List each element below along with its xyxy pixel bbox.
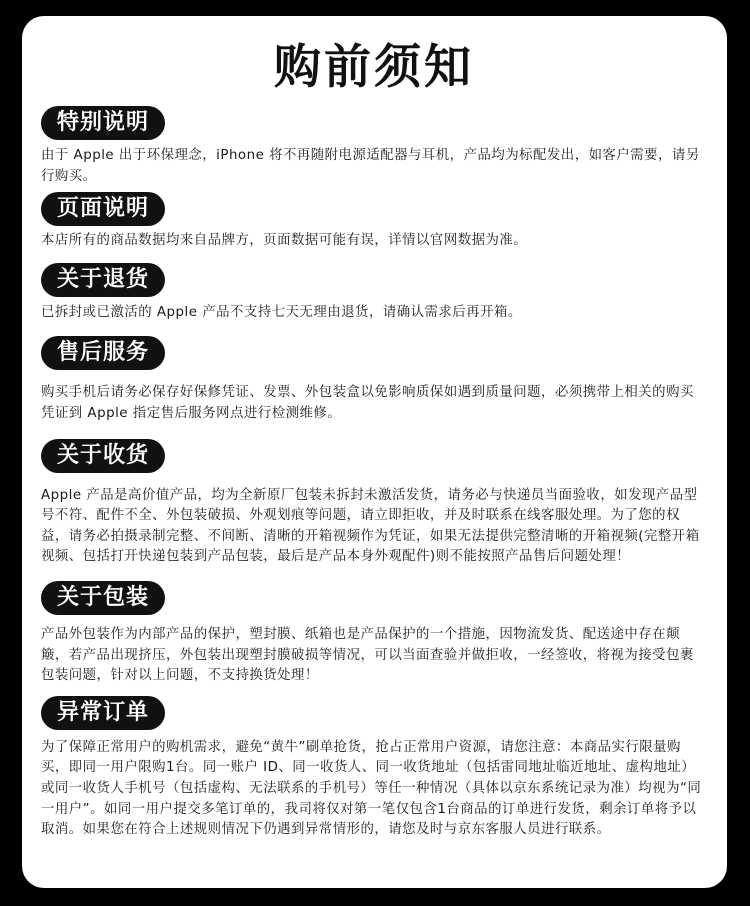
section-packaging (41, 581, 707, 687)
section-heading-badge: 关于收货 (41, 439, 165, 473)
section-body-text: 已拆封或已激活的 Apple 产品不支持七天无理由退货，请确认需求后再开箱。 (41, 304, 522, 320)
section-special-note (41, 106, 707, 187)
section-heading-badge: 关于包装 (41, 581, 165, 615)
section-body-text: 由于 Apple 出于环保理念，iPhone 将不再随附电源适配器与耳机，产品均为标配发出，如客户需要，请另行购买。 (41, 148, 700, 184)
section-body-text: 本店所有的商品数据均来自品牌方，页面数据可能有误，详情以官网数据为准。 (41, 233, 528, 249)
page-title: 购前须知 (274, 40, 474, 95)
section-returns (41, 263, 707, 324)
section-body-text: 为了保障正常用户的购机需求，避免“黄牛”刷单抢货，抢占正常用户资源，请您注意：本商品实行限量购买，即同一用户限购1台。同一账户 ID、同一收货人、同一收货地址（包括雷同地址临近地址、虚构地址）或同一收货人手机号（包括虚构、无法联系的手机号）等任一种情况（具体以京东系统记录为准）均视为“同一用户”。如同一用户提交多笔订单的，我司将仅对第一笔仅包含1台商品的订单进行发货，剩余订单将予以取消。如果您在符合上述规则情况下仍遇到异常情形的，请您及时与京东客服人员进行联系。 (41, 739, 702, 838)
section-heading-badge: 特别说明 (41, 106, 165, 140)
section-body-text: Apple 产品是高价值产品，均为全新原厂包装未拆封未激活发货，请务必与快递员当面验收，如发现产品型号不符、配件不全、外包装破损、外观划痕等问题，请立即拒收，并及时联系在线客服处理。为了您的权益，请务必拍摄录制完整、不间断、清晰的开箱视频作为凭证，如果无法提供完整清晰的开箱视频(完整开箱视频、包括打开快递包装到产品包装，最后是产品本身外观配件)则不能按照产品售后问题处理！ (41, 487, 700, 565)
section-page-note (41, 192, 707, 252)
section-after-sales (41, 336, 707, 424)
section-heading-badge: 关于退货 (41, 263, 165, 297)
section-heading-badge: 页面说明 (41, 192, 165, 226)
section-receiving (41, 439, 707, 568)
section-heading-badge: 异常订单 (41, 696, 165, 730)
notice-card (22, 16, 727, 888)
section-abnormal-orders (41, 696, 707, 841)
section-body-text: 产品外包装作为内部产品的保护，塑封膜、纸箱也是产品保护的一个措施，因物流发货、配送途中存在颠簸，若产品出现挤压，外包装出现塑封膜破损等情况，可以当面查验并做拒收，一经签收，将视为接受包裹包装问题，针对以上问题，不支持换货处理！ (41, 626, 694, 684)
section-body-text: 购买手机后请务必保存好保修凭证、发票、外包装盒以免影响质保如遇到质量问题，必须携带上相关的购买凭证到 Apple 指定售后服务网点进行检测维修。 (41, 385, 694, 421)
section-heading-badge: 售后服务 (41, 336, 165, 370)
